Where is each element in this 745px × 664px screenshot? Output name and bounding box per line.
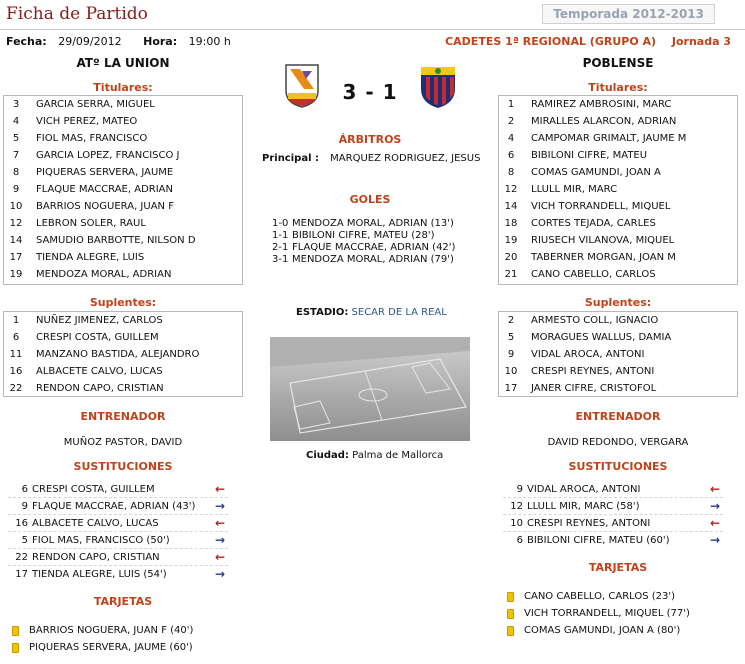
- competition-line: [445, 35, 731, 48]
- player-number: 6: [12, 332, 20, 343]
- substitution-number: 10: [510, 518, 523, 529]
- yellow-card-icon: [507, 609, 514, 619]
- home-subs-list: [3, 311, 243, 397]
- substitution-row: [503, 515, 723, 532]
- city-label: Ciudad:: [306, 450, 349, 461]
- player-row: [4, 312, 242, 329]
- substitution-number: 9: [516, 484, 523, 495]
- player-row: [499, 232, 737, 249]
- substitution-row: [8, 515, 228, 532]
- substitution-number: 5: [21, 535, 28, 546]
- substitution-number: 9: [21, 501, 28, 512]
- substitution-row: [503, 498, 723, 515]
- player-name: RAMIREZ AMBROSINI, MARC: [531, 99, 672, 110]
- arrow-left-icon: ←: [214, 482, 226, 496]
- player-number: 7: [12, 150, 20, 161]
- player-row: [499, 249, 737, 266]
- substitution-row: [503, 481, 723, 498]
- away-subs-list: [498, 311, 738, 397]
- player-name: COMAS GAMUNDI, JOAN A: [531, 167, 661, 178]
- goal-row: [272, 230, 455, 242]
- substitution-player: FLAQUE MACCRAE, ADRIAN (43'): [32, 501, 196, 512]
- card-player: VICH TORRANDELL, MIQUEL (77'): [524, 608, 690, 619]
- player-number: 4: [12, 116, 20, 127]
- goal-row: [272, 242, 455, 254]
- card-row: [507, 622, 737, 639]
- player-name: FLAQUE MACCRAE, ADRIAN: [36, 184, 173, 195]
- player-number: 18: [504, 218, 518, 229]
- player-number: 2: [507, 116, 515, 127]
- player-row: [4, 249, 242, 266]
- player-number: 10: [504, 366, 518, 377]
- player-row: [499, 215, 737, 232]
- player-number: 9: [507, 349, 515, 360]
- referee-name: MARQUEZ RODRIGUEZ, JESUS: [330, 153, 481, 164]
- player-row: [4, 215, 242, 232]
- substitution-number: 22: [15, 552, 28, 563]
- substitution-number: 6: [21, 484, 28, 495]
- player-number: 11: [9, 349, 23, 360]
- substitution-row: [8, 549, 228, 566]
- player-row: [499, 164, 737, 181]
- competition-name: CADETES 1ª REGIONAL (GRUPO A): [445, 35, 657, 48]
- player-number: 9: [12, 184, 20, 195]
- home-cards-title: TARJETAS: [93, 595, 153, 608]
- player-name: CAMPOMAR GRIMALT, JAUME M: [531, 133, 687, 144]
- away-coach-name: DAVID REDONDO, VERGARA: [547, 437, 689, 448]
- player-number: 4: [507, 133, 515, 144]
- player-number: 5: [507, 332, 515, 343]
- player-number: 22: [9, 383, 23, 394]
- player-number: 1: [507, 99, 515, 110]
- substitution-player: BIBILONI CIFRE, MATEU (60'): [527, 535, 670, 546]
- goal-row: [272, 254, 455, 266]
- player-name: PIQUERAS SERVERA, JAUME: [36, 167, 174, 178]
- card-row: [12, 622, 242, 639]
- referee-role: Principal :: [262, 153, 319, 164]
- player-number: 6: [507, 150, 515, 161]
- player-name: VICH PEREZ, MATEO: [36, 116, 138, 127]
- player-name: NUÑEZ JIMENEZ, CARLOS: [36, 315, 163, 326]
- substitution-number: 12: [510, 501, 523, 512]
- substitution-player: RENDON CAPO, CRISTIAN: [32, 552, 160, 563]
- away-team-name: POBLENSE: [582, 56, 654, 70]
- goals-list: [272, 218, 455, 266]
- stadium-photo: [270, 337, 470, 441]
- goal-row: [272, 218, 455, 230]
- score-home: 3: [342, 80, 358, 104]
- player-name: BIBILONI CIFRE, MATEU: [531, 150, 648, 161]
- player-name: SAMUDIO BARBOTTE, NILSON D: [36, 235, 196, 246]
- substitution-row: [8, 532, 228, 549]
- home-coach-name: MUÑOZ PASTOR, DAVID: [63, 437, 183, 448]
- referees-title: ÁRBITROS: [338, 133, 402, 146]
- player-number: 3: [12, 99, 20, 110]
- player-name: MIRALLES ALARCON, ADRIAN: [531, 116, 677, 127]
- date-time-line: [6, 35, 231, 48]
- player-name: TABERNER MORGAN, JOAN M: [531, 252, 676, 263]
- player-row: [4, 232, 242, 249]
- card-player: PIQUERAS SERVERA, JAUME (60'): [29, 642, 193, 653]
- matchday: Jornada 3: [671, 35, 731, 48]
- card-player: COMAS GAMUNDI, JOAN A (80'): [524, 625, 681, 636]
- player-name: MENDOZA MORAL, ADRIAN: [36, 269, 172, 280]
- player-row: [499, 380, 737, 397]
- home-team-name: ATº LA UNION: [76, 56, 170, 70]
- substitution-row: [8, 481, 228, 498]
- player-name: BARRIOS NOGUERA, JUAN F: [36, 201, 174, 212]
- yellow-card-icon: [12, 626, 19, 636]
- score-separator: -: [365, 80, 375, 104]
- time-label: Hora:: [143, 35, 178, 48]
- arrow-left-icon: ←: [709, 516, 721, 530]
- goal-score: 3-1: [272, 254, 289, 265]
- player-row: [4, 164, 242, 181]
- player-row: [4, 130, 242, 147]
- player-name: ARMESTO COLL, IGNACIO: [531, 315, 659, 326]
- card-player: CANO CABELLO, CARLOS (23'): [524, 591, 676, 602]
- player-number: 19: [9, 269, 23, 280]
- card-row: [507, 605, 737, 622]
- substitution-row: [8, 566, 228, 583]
- substitution-player: CRESPI COSTA, GUILLEM: [32, 484, 155, 495]
- player-name: VICH TORRANDELL, MIQUEL: [531, 201, 671, 212]
- player-row: [4, 380, 242, 397]
- player-number: 5: [12, 133, 20, 144]
- arrow-right-icon: →: [214, 499, 226, 513]
- substitution-player: ALBACETE CALVO, LUCAS: [32, 518, 159, 529]
- city-value: Palma de Mallorca: [352, 450, 444, 461]
- arrow-left-icon: ←: [214, 516, 226, 530]
- player-name: CRESPI REYNES, ANTONI: [531, 366, 655, 377]
- substitution-player: CRESPI REYNES, ANTONI: [527, 518, 651, 529]
- player-row: [499, 181, 737, 198]
- player-row: [4, 198, 242, 215]
- away-coach-title: ENTRENADOR: [575, 410, 661, 423]
- player-row: [4, 147, 242, 164]
- yellow-card-icon: [507, 592, 514, 602]
- player-name: ALBACETE CALVO, LUCAS: [36, 366, 163, 377]
- away-team-logo: [418, 63, 458, 109]
- player-name: CORTES TEJADA, CARLES: [531, 218, 656, 229]
- stadium-label: ESTADIO:: [296, 307, 349, 318]
- player-number: 8: [12, 167, 20, 178]
- card-player: BARRIOS NOGUERA, JUAN F (40'): [29, 625, 194, 636]
- time-value: 19:00 h: [188, 35, 231, 48]
- referee-line: [262, 153, 480, 164]
- player-number: 12: [9, 218, 23, 229]
- stadium-line: [296, 307, 447, 318]
- player-row: [4, 363, 242, 380]
- player-row: [4, 346, 242, 363]
- player-name: CANO CABELLO, CARLOS: [531, 269, 656, 280]
- goals-title: GOLES: [349, 193, 391, 206]
- away-cards-list: [507, 588, 737, 639]
- goal-score: 2-1: [272, 242, 289, 253]
- player-number: 14: [504, 201, 518, 212]
- player-number: 19: [504, 235, 518, 246]
- player-number: 21: [504, 269, 518, 280]
- date-value: 29/09/2012: [58, 35, 122, 48]
- player-row: [499, 96, 737, 113]
- arrow-left-icon: ←: [214, 550, 226, 564]
- away-substitutions-list: [503, 481, 723, 549]
- player-row: [4, 113, 242, 130]
- player-row: [4, 181, 242, 198]
- player-name: MANZANO BASTIDA, ALEJANDRO: [36, 349, 200, 360]
- player-number: 17: [9, 252, 23, 263]
- away-subs-title: Suplentes:: [584, 296, 652, 309]
- player-number: 2: [507, 315, 515, 326]
- player-row: [499, 329, 737, 346]
- goal-scorer: BIBILONI CIFRE, MATEU (28'): [292, 230, 435, 241]
- goal-scorer: MENDOZA MORAL, ADRIAN (79'): [292, 254, 454, 265]
- home-cards-list: [12, 622, 242, 656]
- player-name: CRESPI COSTA, GUILLEM: [36, 332, 159, 343]
- goal-scorer: FLAQUE MACCRAE, ADRIAN (42'): [292, 242, 456, 253]
- player-row: [4, 266, 242, 283]
- goal-score: 1-0: [272, 218, 289, 229]
- player-name: GARCIA SERRA, MIGUEL: [36, 99, 155, 110]
- score-display: [340, 80, 400, 104]
- player-row: [4, 96, 242, 113]
- substitution-row: [503, 532, 723, 549]
- home-starters-title: Titulares:: [93, 81, 153, 94]
- player-number: 16: [9, 366, 23, 377]
- player-number: 1: [12, 315, 20, 326]
- substitution-player: LLULL MIR, MARC (58'): [527, 501, 640, 512]
- player-number: 12: [504, 184, 518, 195]
- substitution-row: [8, 498, 228, 515]
- player-name: GARCIA LOPEZ, FRANCISCO J: [36, 150, 180, 161]
- season-badge[interactable]: Temporada 2012-2013: [542, 4, 715, 24]
- away-starters-title: Titulares:: [588, 81, 648, 94]
- score-away: 1: [382, 80, 398, 104]
- player-row: [499, 346, 737, 363]
- player-row: [499, 363, 737, 380]
- yellow-card-icon: [12, 643, 19, 653]
- player-name: FIOL MAS, FRANCISCO: [36, 133, 148, 144]
- player-number: 14: [9, 235, 23, 246]
- player-name: LEBRON SOLER, RAUL: [36, 218, 146, 229]
- player-name: LLULL MIR, MARC: [531, 184, 618, 195]
- player-row: [499, 312, 737, 329]
- card-row: [507, 588, 737, 605]
- arrow-right-icon: →: [214, 567, 226, 581]
- away-starters-list: [498, 95, 738, 285]
- substitution-number: 17: [15, 569, 28, 580]
- yellow-card-icon: [507, 626, 514, 636]
- substitution-player: TIENDA ALEGRE, LUIS (54'): [32, 569, 167, 580]
- arrow-right-icon: →: [214, 533, 226, 547]
- substitution-player: FIOL MAS, FRANCISCO (50'): [32, 535, 170, 546]
- home-substitutions-title: SUSTITUCIONES: [73, 460, 173, 473]
- player-number: 10: [9, 201, 23, 212]
- home-coach-title: ENTRENADOR: [80, 410, 166, 423]
- goal-scorer: MENDOZA MORAL, ADRIAN (13'): [292, 218, 454, 229]
- player-row: [499, 266, 737, 283]
- player-row: [499, 147, 737, 164]
- stadium-link[interactable]: SECAR DE LA REAL: [351, 307, 447, 318]
- home-substitutions-list: [8, 481, 228, 583]
- player-row: [4, 329, 242, 346]
- player-row: [499, 198, 737, 215]
- player-number: 20: [504, 252, 518, 263]
- player-number: 17: [504, 383, 518, 394]
- page-title: Ficha de Partido: [6, 4, 148, 24]
- player-name: VIDAL AROCA, ANTONI: [531, 349, 645, 360]
- player-name: MORAGUES WALLUS, DAMIA: [531, 332, 672, 343]
- away-cards-title: TARJETAS: [588, 561, 648, 574]
- goal-score: 1-1: [272, 230, 289, 241]
- arrow-right-icon: →: [709, 499, 721, 513]
- player-name: TIENDA ALEGRE, LUIS: [36, 252, 145, 263]
- arrow-left-icon: ←: [709, 482, 721, 496]
- player-row: [499, 113, 737, 130]
- city-line: [306, 450, 443, 461]
- arrow-right-icon: →: [709, 533, 721, 547]
- player-name: RIUSECH VILANOVA, MIQUEL: [531, 235, 675, 246]
- away-substitutions-title: SUSTITUCIONES: [568, 460, 668, 473]
- substitution-number: 6: [516, 535, 523, 546]
- date-label: Fecha:: [6, 35, 47, 48]
- player-row: [499, 130, 737, 147]
- card-row: [12, 639, 242, 656]
- player-name: JANER CIFRE, CRISTOFOL: [531, 383, 657, 394]
- home-subs-title: Suplentes:: [89, 296, 157, 309]
- substitution-number: 16: [15, 518, 28, 529]
- header-bar: [0, 0, 745, 30]
- player-number: 8: [507, 167, 515, 178]
- home-starters-list: [3, 95, 243, 285]
- home-team-logo: [282, 63, 322, 109]
- substitution-player: VIDAL AROCA, ANTONI: [527, 484, 641, 495]
- player-name: RENDON CAPO, CRISTIAN: [36, 383, 164, 394]
